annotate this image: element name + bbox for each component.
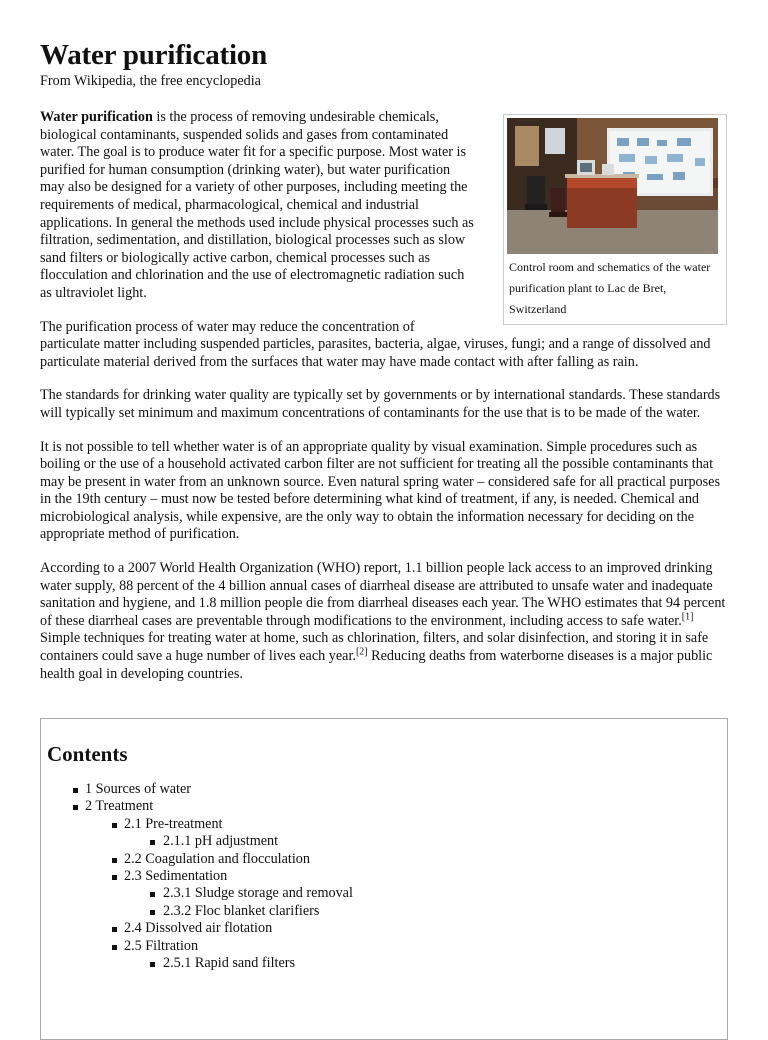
reference-link-2[interactable]: [2] xyxy=(355,646,368,658)
toc-item-label: 2.5 Filtration xyxy=(124,937,199,954)
toc-item-label: 2 Treatment xyxy=(85,798,154,815)
paragraph-standards: The standards for drinking water quality are typically set by governments or by international standards. These standards will typically set minimum and maximum concentrations of contaminants for the use that is to be made of the water. xyxy=(40,387,721,421)
toc-item-label: 2.2 Coagulation and flocculation xyxy=(124,850,310,867)
paragraph-who-report xyxy=(40,560,728,683)
paragraph-purification-process: The purification process of water may reduce the concentration of particulate matter including suspended particles, parasites, bacteria, algae, viruses, fungi; and a range of dissolved and particulate material derived from the surfaces that water may have made contact with after falling as rain. xyxy=(40,318,711,370)
toc-item-treatment[interactable] xyxy=(41,798,727,815)
table-of-contents xyxy=(40,718,728,1040)
toc-item-sludge-storage[interactable] xyxy=(41,885,727,902)
bullet xyxy=(112,927,117,932)
toc-item-sedimentation[interactable] xyxy=(41,868,727,885)
bullet xyxy=(112,875,117,880)
toc-item-label: 2.4 Dissolved air flotation xyxy=(124,920,273,937)
bullet xyxy=(150,910,155,915)
article xyxy=(40,38,728,699)
toc-item-label: 2.5.1 Rapid sand filters xyxy=(163,955,296,972)
toc-item-floc-blanket[interactable] xyxy=(41,903,727,920)
intro-bold-term: Water purification xyxy=(40,109,153,125)
toc-item-label: 1 Sources of water xyxy=(85,781,191,797)
toc-item-label: 2.3.1 Sludge storage and removal xyxy=(163,885,353,902)
who-text-c: Reducing deaths from waterborne diseases is a major public health goal in developing countries. xyxy=(40,648,713,682)
bullet xyxy=(112,945,117,950)
toc-heading: Contents xyxy=(47,742,128,766)
toc-item-dissolved-air[interactable] xyxy=(41,920,727,937)
bullet xyxy=(73,805,78,810)
bullet xyxy=(150,962,155,967)
toc-list xyxy=(41,781,727,972)
page-subtitle: From Wikipedia, the free encyclopedia xyxy=(40,73,261,89)
toc-item-label: 2.3.2 Floc blanket clarifiers xyxy=(163,902,320,919)
figure-caption: Control room and schematics of the water purification plant to Lac de Bret, Switzerland xyxy=(509,260,711,316)
reference-link-1[interactable]: [1] xyxy=(681,611,694,623)
who-text-a: According to a 2007 World Health Organization (WHO) report, 1.1 billion people lack access to an improved drinking water supply, 88 percent of the 4 billion annual cases of diarrheal disease are attributed to unsafe water and inadequate sanitation and hygiene, and 1.8 million people die from diarrheal diseases each year. The WHO estimates that 94 percent of these diarrheal cases are preventable through modifications to the environment, including access to safe water. xyxy=(40,560,726,629)
toc-item-ph-adjustment[interactable] xyxy=(41,833,727,850)
toc-item-coagulation[interactable] xyxy=(41,851,727,868)
toc-item-sources-of-water[interactable] xyxy=(41,781,727,798)
toc-item-filtration[interactable] xyxy=(41,938,727,955)
figure xyxy=(503,114,727,325)
intro-text: is the process of removing undesirable chemicals, biological contaminants, suspended solids and gases from contaminated water. The goal is to produce water fit for a specific purpose. Most water is purified for human consumption (drinking water), but water purification may also be designed for a variety of other purposes, including meeting the requirements of medical, pharmacological, chemical and industrial applications. In general the methods used include physical processes such as filtration, sedimentation, and distillation, biological processes such as slow sand filters or biologically active carbon, chemical processes such as flocculation and chlorination and the use of electromagnetic radiation such as ultraviolet light. xyxy=(40,109,474,301)
toc-item-label: 2.1.1 pH adjustment xyxy=(163,833,279,850)
bullet xyxy=(73,788,78,793)
who-text-b: Simple techniques for treating water at home, such as chlorination, filters, and solar disinfection, and storing it in safe containers could save a huge number of lives each year. xyxy=(40,630,709,665)
toc-item-label: 2.1 Pre-treatment xyxy=(124,815,223,832)
toc-item-rapid-sand-filters[interactable] xyxy=(41,955,727,972)
bullet xyxy=(112,823,117,828)
bullet xyxy=(112,858,117,863)
toc-item-pre-treatment[interactable] xyxy=(41,816,727,833)
toc-item-label: 2.3 Sedimentation xyxy=(124,868,228,885)
bullet xyxy=(150,892,155,897)
bullet xyxy=(150,840,155,845)
paragraph-visual-examination: It is not possible to tell whether water is of an appropriate quality by visual examination. Simple procedures such as boiling or the use of a household activated carbon filter are not sufficient for treating all the possible contaminants that may be present in water from an unknown source. Even natural spring water – considered safe for all practical purposes in the 19th century – must now be tested before determining what kind of treatment, if any, is needed. Chemical and microbiological analysis, while expensive, are the only way to obtain the information necessary for deciding on the appropriate method of purification. xyxy=(40,438,720,543)
page-title: Water purification xyxy=(40,39,268,71)
control-room-photo[interactable] xyxy=(507,118,718,254)
